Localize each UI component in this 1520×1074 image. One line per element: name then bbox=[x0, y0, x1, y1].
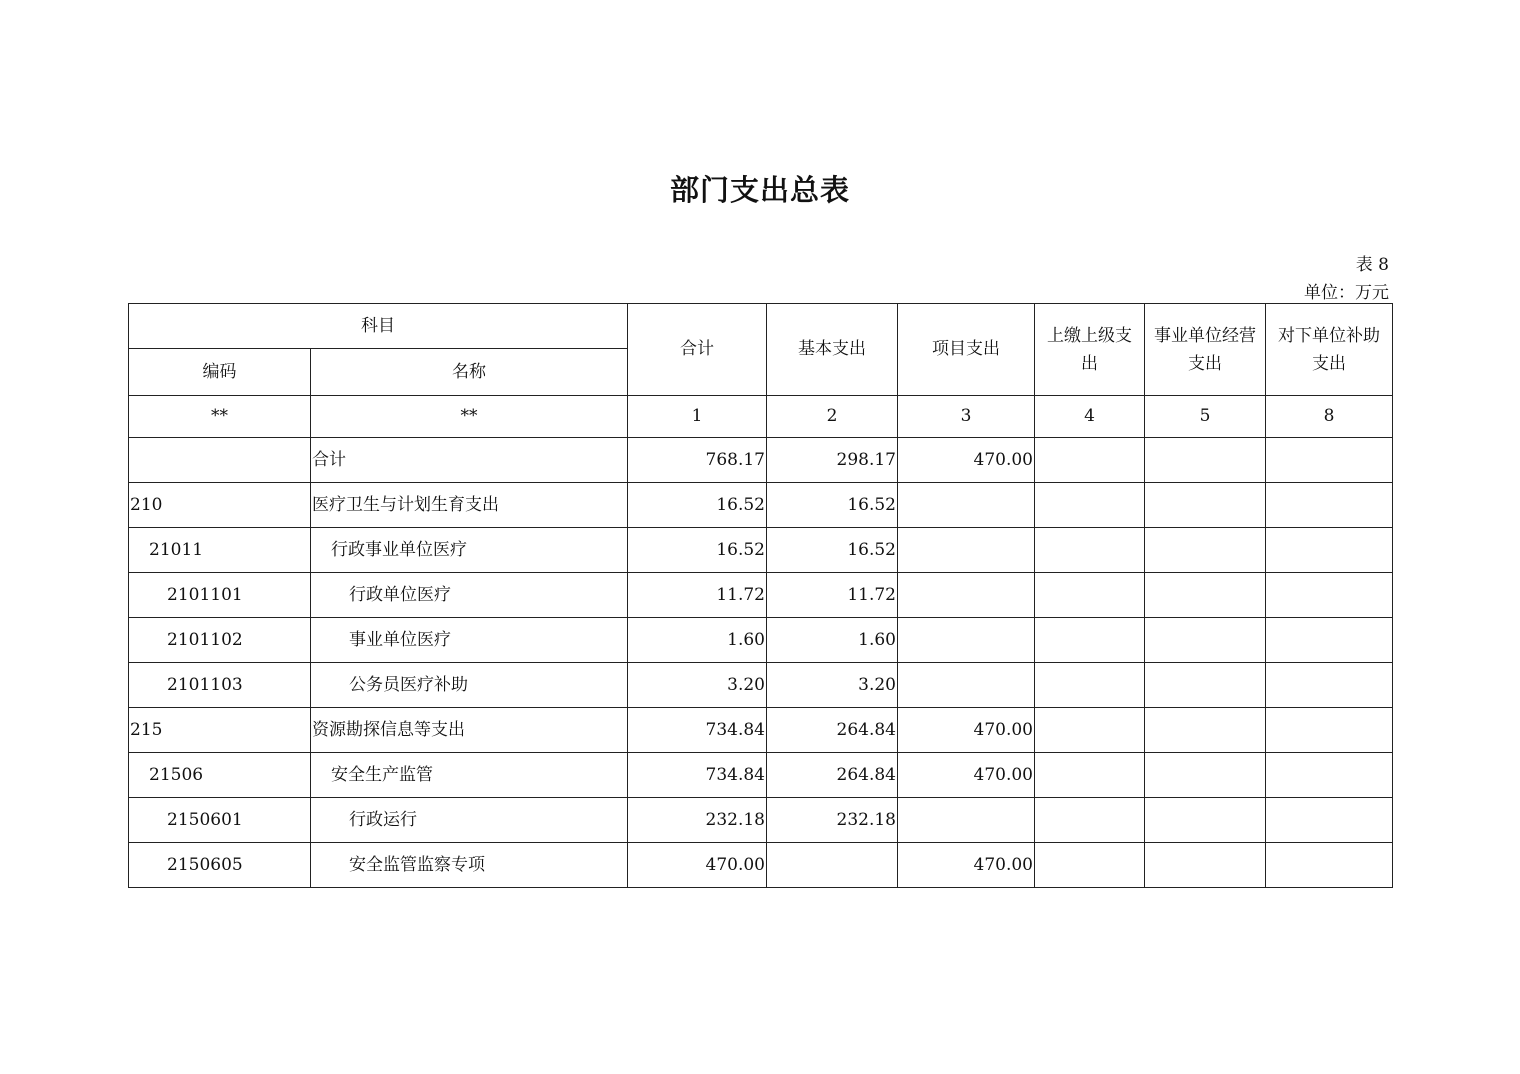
cell-subsidy bbox=[1266, 753, 1393, 798]
cell-basic: 16.52 bbox=[767, 528, 898, 573]
cell-project: 470.00 bbox=[898, 843, 1035, 888]
index-cell: 8 bbox=[1266, 396, 1393, 438]
cell-business bbox=[1145, 663, 1266, 708]
header-subject: 科目 bbox=[129, 304, 628, 349]
cell-code: 215 bbox=[129, 708, 311, 753]
table-row bbox=[129, 843, 1393, 888]
cell-subsidy bbox=[1266, 618, 1393, 663]
cell-business bbox=[1145, 528, 1266, 573]
cell-total: 768.17 bbox=[628, 438, 767, 483]
cell-name: 医疗卫生与计划生育支出 bbox=[311, 483, 628, 528]
cell-remit-upper bbox=[1035, 618, 1145, 663]
cell-name: 安全生产监管 bbox=[311, 753, 628, 798]
table-row bbox=[129, 573, 1393, 618]
cell-subsidy bbox=[1266, 483, 1393, 528]
cell-project bbox=[898, 798, 1035, 843]
cell-code: 21011 bbox=[129, 528, 311, 573]
cell-total: 16.52 bbox=[628, 528, 767, 573]
index-cell: 1 bbox=[628, 396, 767, 438]
cell-subsidy bbox=[1266, 438, 1393, 483]
cell-remit-upper bbox=[1035, 663, 1145, 708]
cell-name: 安全监管监察专项 bbox=[311, 843, 628, 888]
cell-code: 2150601 bbox=[129, 798, 311, 843]
header-subsidy: 对下单位补助支出 bbox=[1266, 304, 1393, 396]
cell-basic bbox=[767, 843, 898, 888]
cell-basic: 264.84 bbox=[767, 708, 898, 753]
cell-basic: 298.17 bbox=[767, 438, 898, 483]
index-row bbox=[129, 396, 1393, 438]
cell-project bbox=[898, 663, 1035, 708]
cell-remit-upper bbox=[1035, 528, 1145, 573]
cell-name: 合计 bbox=[311, 438, 628, 483]
cell-code: 210 bbox=[129, 483, 311, 528]
cell-subsidy bbox=[1266, 798, 1393, 843]
cell-project: 470.00 bbox=[898, 753, 1035, 798]
table-row bbox=[129, 438, 1393, 483]
cell-remit-upper bbox=[1035, 843, 1145, 888]
cell-code: 21506 bbox=[129, 753, 311, 798]
cell-business bbox=[1145, 483, 1266, 528]
cell-basic: 264.84 bbox=[767, 753, 898, 798]
cell-total: 11.72 bbox=[628, 573, 767, 618]
table-row bbox=[129, 708, 1393, 753]
index-cell: 5 bbox=[1145, 396, 1266, 438]
cell-basic: 232.18 bbox=[767, 798, 898, 843]
index-cell: 2 bbox=[767, 396, 898, 438]
cell-subsidy bbox=[1266, 573, 1393, 618]
cell-name: 行政运行 bbox=[311, 798, 628, 843]
unit-label: 单位：万元 bbox=[1304, 283, 1389, 303]
cell-code bbox=[129, 438, 311, 483]
index-cell: ** bbox=[129, 396, 311, 438]
cell-total: 1.60 bbox=[628, 618, 767, 663]
cell-business bbox=[1145, 708, 1266, 753]
cell-name: 行政事业单位医疗 bbox=[311, 528, 628, 573]
table-row bbox=[129, 528, 1393, 573]
cell-name: 行政单位医疗 bbox=[311, 573, 628, 618]
cell-total: 3.20 bbox=[628, 663, 767, 708]
cell-subsidy bbox=[1266, 528, 1393, 573]
cell-basic: 16.52 bbox=[767, 483, 898, 528]
cell-code: 2101101 bbox=[129, 573, 311, 618]
header-total: 合计 bbox=[628, 304, 767, 396]
header-basic: 基本支出 bbox=[767, 304, 898, 396]
cell-business bbox=[1145, 753, 1266, 798]
cell-remit-upper bbox=[1035, 483, 1145, 528]
table-row bbox=[129, 663, 1393, 708]
cell-code: 2101103 bbox=[129, 663, 311, 708]
table-row bbox=[129, 753, 1393, 798]
table-row bbox=[129, 798, 1393, 843]
cell-name: 公务员医疗补助 bbox=[311, 663, 628, 708]
index-cell: ** bbox=[311, 396, 628, 438]
header-code: 编码 bbox=[129, 349, 311, 396]
header-project: 项目支出 bbox=[898, 304, 1035, 396]
cell-total: 734.84 bbox=[628, 708, 767, 753]
cell-remit-upper bbox=[1035, 438, 1145, 483]
header-remit-upper: 上缴上级支出 bbox=[1035, 304, 1145, 396]
cell-total: 734.84 bbox=[628, 753, 767, 798]
index-cell: 4 bbox=[1035, 396, 1145, 438]
cell-project bbox=[898, 618, 1035, 663]
header-name: 名称 bbox=[311, 349, 628, 396]
expense-table bbox=[128, 303, 1393, 888]
cell-business bbox=[1145, 798, 1266, 843]
cell-name: 事业单位医疗 bbox=[311, 618, 628, 663]
cell-basic: 3.20 bbox=[767, 663, 898, 708]
cell-project: 470.00 bbox=[898, 438, 1035, 483]
cell-remit-upper bbox=[1035, 708, 1145, 753]
cell-subsidy bbox=[1266, 843, 1393, 888]
page-title: 部门支出总表 bbox=[669, 173, 850, 207]
cell-name: 资源勘探信息等支出 bbox=[311, 708, 628, 753]
cell-remit-upper bbox=[1035, 753, 1145, 798]
header-business: 事业单位经营支出 bbox=[1145, 304, 1266, 396]
cell-project bbox=[898, 573, 1035, 618]
table-row bbox=[129, 618, 1393, 663]
cell-basic: 1.60 bbox=[767, 618, 898, 663]
cell-code: 2150605 bbox=[129, 843, 311, 888]
cell-project bbox=[898, 528, 1035, 573]
cell-basic: 11.72 bbox=[767, 573, 898, 618]
cell-remit-upper bbox=[1035, 573, 1145, 618]
cell-project bbox=[898, 483, 1035, 528]
cell-subsidy bbox=[1266, 708, 1393, 753]
index-cell: 3 bbox=[898, 396, 1035, 438]
cell-project: 470.00 bbox=[898, 708, 1035, 753]
cell-total: 232.18 bbox=[628, 798, 767, 843]
header-row-1 bbox=[129, 304, 1393, 349]
cell-business bbox=[1145, 573, 1266, 618]
cell-total: 16.52 bbox=[628, 483, 767, 528]
cell-business bbox=[1145, 438, 1266, 483]
cell-business bbox=[1145, 843, 1266, 888]
table-row bbox=[129, 483, 1393, 528]
table-number: 表 8 bbox=[1355, 255, 1389, 275]
cell-total: 470.00 bbox=[628, 843, 767, 888]
cell-code: 2101102 bbox=[129, 618, 311, 663]
cell-subsidy bbox=[1266, 663, 1393, 708]
cell-business bbox=[1145, 618, 1266, 663]
cell-remit-upper bbox=[1035, 798, 1145, 843]
